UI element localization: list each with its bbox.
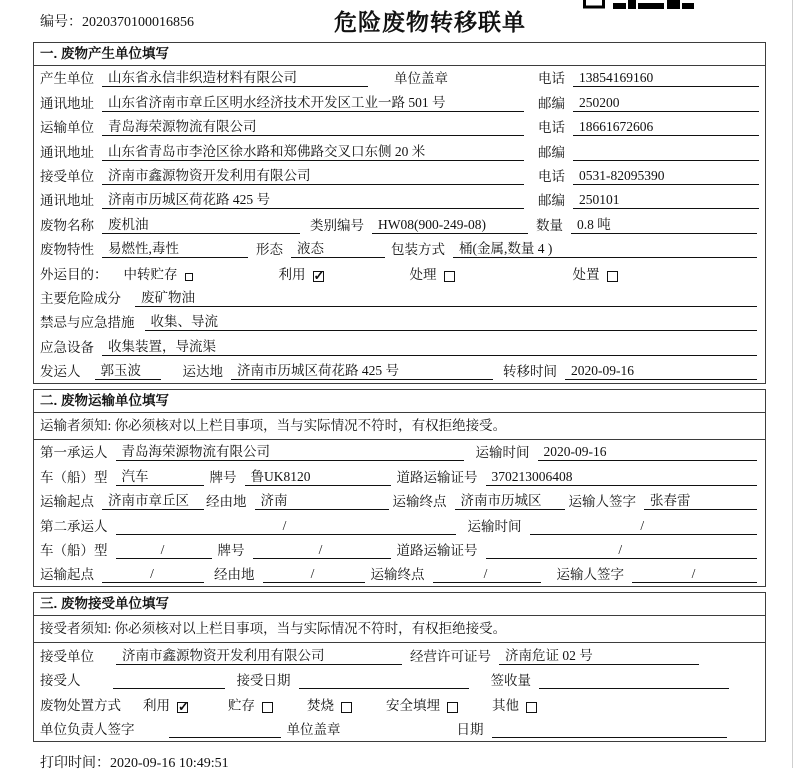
first-terminus: 济南市历城区 xyxy=(455,493,565,510)
checkbox-label: 贮存 xyxy=(228,697,255,713)
field-label: 接受人 xyxy=(40,673,81,689)
field-label: 转移时间 xyxy=(503,364,557,380)
form-row xyxy=(34,212,765,236)
first-plate-number: 鲁UK8120 xyxy=(245,469,391,486)
field-label: 形态 xyxy=(256,242,283,258)
checkbox-label: 其他 xyxy=(492,697,519,713)
signed-quantity xyxy=(539,673,729,689)
section-producer xyxy=(33,42,766,384)
section-receiver-title: 三. 废物接受单位填写 xyxy=(34,593,765,616)
purpose-utilize xyxy=(279,267,324,283)
form-row xyxy=(34,334,765,358)
field-label: 运输人签字 xyxy=(556,567,624,583)
form-row xyxy=(34,66,765,90)
field-label: 废物处置方式 xyxy=(40,697,121,713)
field-label: 第一承运人 xyxy=(40,445,108,461)
form-row xyxy=(34,692,765,716)
checkbox-label: 中转贮存 xyxy=(123,266,178,282)
checkbox-unchecked-icon xyxy=(341,702,352,713)
field-label: 接受单位 xyxy=(40,648,94,664)
form-row xyxy=(34,562,765,586)
second-origin: / xyxy=(102,566,204,583)
field-label: 产生单位 xyxy=(40,71,94,87)
section-transporter-title: 二. 废物运输单位填写 xyxy=(34,390,765,413)
form-row xyxy=(34,286,765,310)
waste-quantity: 0.8 吨 xyxy=(571,217,757,234)
checkbox-label: 利用 xyxy=(278,266,306,282)
second-transporter-signature: / xyxy=(632,566,757,583)
producer-address: 山东省济南市章丘区明水经济技术开发区工业一路 501 号 xyxy=(102,95,524,112)
field-label: 运输人签字 xyxy=(568,494,636,510)
first-transporter-signature: 张春雷 xyxy=(644,493,757,510)
second-via: / xyxy=(263,566,365,583)
checkbox-unchecked-icon xyxy=(526,702,537,713)
disposal-storage xyxy=(228,698,273,714)
checkbox-checked-icon xyxy=(177,702,188,713)
print-time-label: 打印时间： xyxy=(40,755,110,771)
form-row xyxy=(34,538,765,562)
receiving-unit: 济南市鑫源物资开发利用有限公司 xyxy=(116,648,402,665)
field-label: 日期 xyxy=(456,721,484,737)
form-row xyxy=(34,115,765,139)
producer-name: 山东省永信非织造材料有限公司 xyxy=(102,70,368,87)
disposal-landfill xyxy=(386,698,458,714)
field-label: 运输起点 xyxy=(40,494,94,510)
page-title: 危险废物转移联单 xyxy=(334,9,526,35)
print-time xyxy=(33,747,766,772)
receiver-postcode: 250101 xyxy=(573,192,759,209)
receiver-address: 济南市历城区荷花路 425 号 xyxy=(102,192,524,209)
producer-phone: 13854169160 xyxy=(573,70,759,87)
first-carrier: 青岛海荣源物流有限公司 xyxy=(116,444,464,461)
checkbox-label: 利用 xyxy=(143,697,170,713)
page-edge-line xyxy=(792,0,793,768)
first-vehicle-type: 汽车 xyxy=(116,469,204,486)
section-transporter-rows xyxy=(34,440,765,586)
field-label: 经营许可证号 xyxy=(410,648,491,664)
field-label: 经由地 xyxy=(206,494,247,510)
purpose-treat xyxy=(410,267,455,283)
first-road-transport-cert: 370213006408 xyxy=(486,469,758,486)
waste-category-code: HW08(900-249-08) xyxy=(372,217,528,234)
second-plate-number: / xyxy=(253,542,391,559)
form-row xyxy=(34,188,765,212)
form-row xyxy=(34,489,765,513)
form-row xyxy=(34,513,765,537)
second-transport-date: / xyxy=(530,518,758,535)
section-producer-rows xyxy=(34,66,765,383)
serial-number xyxy=(40,11,194,31)
first-origin: 济南市章丘区 xyxy=(102,493,204,510)
form-row xyxy=(34,310,765,334)
field-label: 发运人 xyxy=(40,364,81,380)
field-label: 道路运输证号 xyxy=(396,543,478,559)
checkbox-unchecked-icon xyxy=(185,273,193,281)
disposal-incinerate xyxy=(307,698,352,714)
field-label: 单位负责人签字 xyxy=(40,721,135,737)
unit-seal-label: 单位盖章 xyxy=(394,71,448,87)
field-label: 运达地 xyxy=(182,364,223,380)
field-label: 包装方式 xyxy=(391,242,445,258)
waste-characteristics: 易燃性,毒性 xyxy=(102,241,248,258)
checkbox-unchecked-icon xyxy=(607,271,618,282)
field-label: 通讯地址 xyxy=(40,95,94,111)
sign-date xyxy=(492,722,728,738)
form-row xyxy=(34,237,765,261)
field-label: 电话 xyxy=(538,71,565,87)
field-label: 主要危险成分 xyxy=(40,290,121,306)
form-row xyxy=(34,261,765,285)
field-label: 废物特性 xyxy=(40,242,94,258)
receiver-company: 济南市鑫源物资开发利用有限公司 xyxy=(102,168,524,185)
field-label: 运输单位 xyxy=(40,120,94,136)
field-label: 签收量 xyxy=(490,673,531,689)
destination: 济南市历城区荷花路 425 号 xyxy=(231,363,493,380)
consignor-name: 郭玉波 xyxy=(95,363,161,380)
receiver-person xyxy=(113,673,225,689)
form-row xyxy=(34,643,765,667)
transport-company: 青岛海荣源物流有限公司 xyxy=(102,119,524,136)
disposal-utilize xyxy=(143,698,188,714)
first-via: 济南 xyxy=(255,493,389,510)
transport-phone: 18661672606 xyxy=(573,119,759,136)
field-label: 运输终点 xyxy=(370,567,425,583)
field-label: 类别编号 xyxy=(310,217,364,233)
receive-date xyxy=(299,673,469,689)
field-label: 电话 xyxy=(538,168,565,184)
business-license-number: 济南危证 02 号 xyxy=(499,648,699,665)
field-label: 邮编 xyxy=(538,144,565,160)
field-label: 运输时间 xyxy=(467,518,522,534)
field-label: 邮编 xyxy=(538,193,565,209)
form-row xyxy=(34,440,765,464)
manifest-page xyxy=(33,0,766,772)
checkbox-label: 处置 xyxy=(572,266,600,282)
qr-code-fragment xyxy=(582,0,697,9)
checkbox-label: 安全填埋 xyxy=(386,697,440,713)
field-label: 经由地 xyxy=(214,567,255,583)
main-hazardous-component: 废矿物油 xyxy=(135,290,757,307)
field-label: 数量 xyxy=(536,217,563,233)
field-label: 运输时间 xyxy=(475,445,530,461)
responsible-person-signature xyxy=(169,722,281,738)
receiver-notice: 接受者须知: 你必须核对以上栏目事项，当与实际情况不符时，有权拒绝接受。 xyxy=(34,616,765,643)
transport-address: 山东省青岛市李沧区徐水路和郑佛路交叉口东侧 20 米 xyxy=(102,144,524,161)
field-label: 应急设备 xyxy=(40,339,94,355)
field-label: 电话 xyxy=(538,120,565,136)
checkbox-checked-icon xyxy=(313,271,324,282)
field-label: 邮编 xyxy=(538,95,565,111)
precautions-emergency-measures: 收集、导流 xyxy=(145,314,758,331)
field-label: 车（船）型 xyxy=(40,543,108,559)
receiver-phone: 0531-82095390 xyxy=(573,168,759,185)
transport-postcode xyxy=(573,145,759,161)
packaging-method: 桶(金属,数量 4 ) xyxy=(453,241,757,258)
section-producer-title: 一. 废物产生单位填写 xyxy=(34,43,765,66)
second-road-transport-cert: / xyxy=(486,542,758,559)
purpose-transfer-storage xyxy=(124,267,193,283)
transporter-notice: 运输者须知: 你必须核对以上栏目事项，当与实际情况不符时，有权拒绝接受。 xyxy=(34,413,765,440)
transfer-date: 2020-09-16 xyxy=(565,363,757,380)
field-label: 禁忌与应急措施 xyxy=(40,315,135,331)
disposal-other xyxy=(492,698,537,714)
emergency-equipment: 收集装置，导流渠 xyxy=(102,339,757,356)
serial-label: 编号： xyxy=(40,15,82,30)
form-row xyxy=(34,464,765,488)
field-label: 牌号 xyxy=(217,543,245,559)
first-transport-date: 2020-09-16 xyxy=(538,444,758,461)
field-label: 接受单位 xyxy=(40,168,94,184)
second-vehicle-type: / xyxy=(116,542,212,559)
field-label: 车（船）型 xyxy=(40,469,108,485)
form-row xyxy=(34,717,765,741)
field-label: 通讯地址 xyxy=(40,144,94,160)
field-label: 运输终点 xyxy=(392,494,447,510)
form-row xyxy=(34,90,765,114)
form-row xyxy=(34,164,765,188)
page-header xyxy=(33,0,766,42)
form-row xyxy=(34,668,765,692)
checkbox-label: 处理 xyxy=(409,266,437,282)
checkbox-unchecked-icon xyxy=(444,271,455,282)
field-label: 第二承运人 xyxy=(40,518,108,534)
second-terminus: / xyxy=(433,566,541,583)
section-transporter xyxy=(33,389,766,587)
producer-postcode: 250200 xyxy=(573,95,759,112)
unit-seal-label-2: 单位盖章 xyxy=(286,721,341,737)
waste-name: 废机油 xyxy=(102,217,300,234)
field-label: 道路运输证号 xyxy=(396,469,478,485)
serial-value: 2020370100016856 xyxy=(82,15,194,30)
field-label: 外运目的： xyxy=(40,266,108,282)
print-time-value: 2020-09-16 10:49:51 xyxy=(110,755,229,771)
purpose-dispose xyxy=(573,267,618,283)
field-label: 牌号 xyxy=(209,469,237,485)
form-row xyxy=(34,359,765,383)
checkbox-label: 焚烧 xyxy=(307,697,334,713)
field-label: 接受日期 xyxy=(236,673,291,689)
field-label: 运输起点 xyxy=(40,567,94,583)
field-label: 废物名称 xyxy=(40,217,94,233)
checkbox-unchecked-icon xyxy=(447,702,458,713)
second-carrier: / xyxy=(116,518,456,535)
form-row xyxy=(34,139,765,163)
checkbox-unchecked-icon xyxy=(262,702,273,713)
waste-form: 液态 xyxy=(291,241,385,258)
section-receiver xyxy=(33,592,766,742)
field-label: 通讯地址 xyxy=(40,193,94,209)
section-receiver-rows xyxy=(34,643,765,741)
